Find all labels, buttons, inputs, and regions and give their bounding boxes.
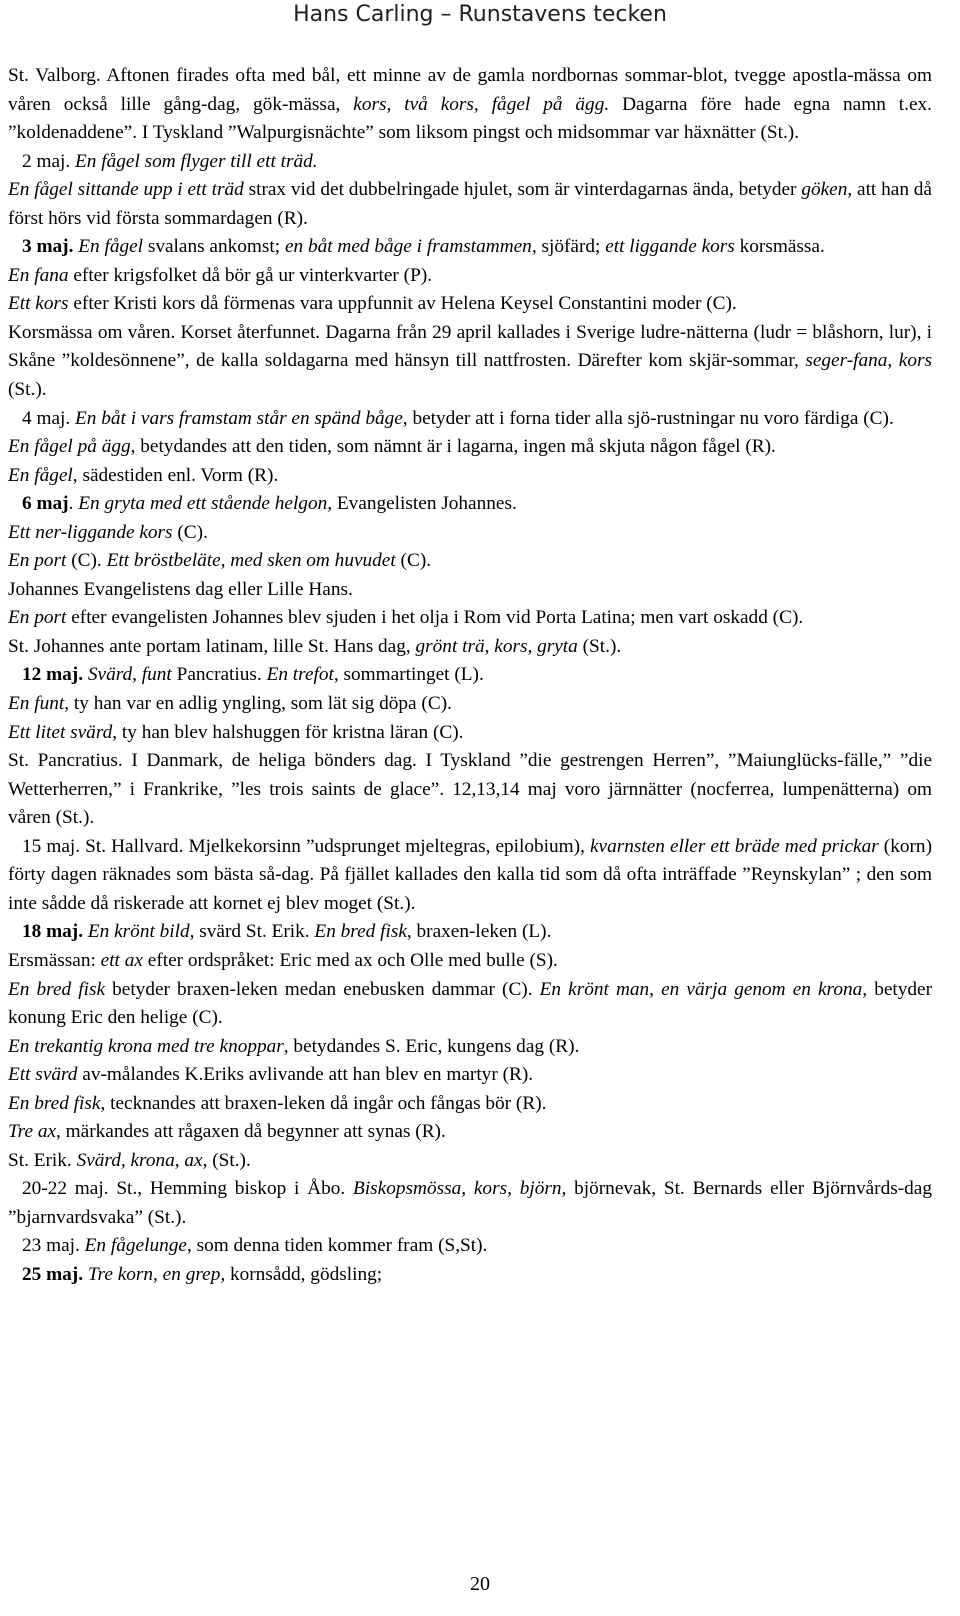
text-run: Johannes Evangelistens dag eller Lille Hans. (8, 578, 353, 600)
italic-text: grönt trä, kors, gryta (415, 635, 578, 657)
italic-text: En bred fisk (314, 921, 407, 943)
text-run: betyder braxen-leken medan enebusken dammar (C). (105, 978, 540, 1000)
paragraph (8, 1033, 932, 1062)
italic-text: Tre korn, en grep, (87, 1263, 226, 1285)
italic-text: En fågel som flyger till ett träd. (75, 150, 318, 172)
text-run: (St.). (8, 379, 47, 401)
italic-text: En fana (8, 264, 69, 286)
italic-text: En fågel (78, 236, 144, 258)
text-run: att han då först hörs vid första sommardagen (R). (8, 179, 932, 229)
text-run: , ty han var en adlig yngling, som lät sig döpa (C). (64, 693, 452, 715)
italic-text: Svärd, funt (87, 664, 172, 686)
text-run: , som denna tiden kommer fram (S,St). (186, 1235, 488, 1257)
paragraph (8, 604, 932, 633)
italic-text: En funt (8, 693, 65, 715)
paragraph (8, 976, 932, 1033)
text-run: svärd St. Erik. (194, 921, 315, 943)
italic-text: En port (8, 550, 67, 572)
text-run: St. Pancratius. I Danmark, de heliga bönders dag. I Tyskland ”die gestrengen Herren”, ”Maiunglücks-fälle,” ”die Wetterherren,” i Frankrike, ”les trois saints de glace”. 12,13,14 maj voro järnnätter (nocferrea, lumpenätterna) om våren (St.). (8, 750, 932, 829)
italic-text: göken, (801, 179, 853, 201)
bold-text: 3 maj. (22, 236, 74, 258)
body-text (8, 62, 932, 1290)
paragraph (8, 833, 932, 919)
paragraph (8, 433, 932, 462)
text-run: 4 maj. (22, 407, 76, 429)
text-run: , tecknandes att braxen-leken då ingår och fångas bör (R). (100, 1092, 547, 1114)
italic-text: En fågelunge (84, 1235, 187, 1257)
text-run: . (68, 493, 79, 515)
text-run: sommartinget (L). (338, 664, 484, 686)
paragraph (8, 1261, 932, 1290)
text-run: , betydandes S. Eric, kungens dag (R). (283, 1035, 580, 1057)
bold-text: 6 maj (22, 493, 69, 515)
paragraph (8, 1061, 932, 1090)
italic-text: Ett kors (8, 293, 69, 315)
text-run: 23 maj. (22, 1235, 85, 1257)
italic-text: Ett litet svärd (8, 721, 113, 743)
paragraph (8, 405, 932, 434)
paragraph (8, 690, 932, 719)
italic-text: Ett svärd (8, 1064, 78, 1086)
italic-text: En fågel på ägg (8, 436, 131, 458)
italic-text: kvarnsten eller ett bräde med prickar (589, 835, 879, 857)
paragraph (8, 633, 932, 662)
paragraph (8, 661, 932, 690)
paragraph (8, 1175, 932, 1232)
text-run: 2 maj. (22, 150, 76, 172)
italic-text: En trekantig krona med tre knoppar (8, 1035, 284, 1057)
text-run: efter Kristi kors då förmenas vara uppfunnit av Helena Keysel Constantini moder (C). (68, 293, 737, 315)
text-run: kornsådd, gödsling; (225, 1263, 383, 1285)
text-run: (C). (172, 521, 208, 543)
paragraph (8, 1232, 932, 1261)
page-number: 20 (470, 1573, 490, 1595)
paragraph (8, 462, 932, 491)
bold-text: 25 maj. (22, 1263, 84, 1285)
text-run: av-målandes K.Eriks avlivande att han blev en martyr (R). (77, 1064, 534, 1086)
italic-text: en båt med båge i framstammen, (284, 236, 537, 258)
italic-text: Biskopsmössa, kors, björn, (353, 1178, 567, 1200)
paragraph (8, 62, 932, 148)
text-run: 15 maj. St. Hallvard. Mjelkekorsinn ”udsprunget mjeltegras, epilobium), (22, 835, 590, 857)
text-run: , ty han blev halshuggen för kristna läran (C). (112, 721, 464, 743)
text-run: korsmässa. (734, 236, 825, 258)
paragraph (8, 290, 932, 319)
italic-text: ett ax (100, 949, 143, 971)
text-run: , sädestiden enl. Vorm (R). (72, 464, 279, 486)
text-run: sjöfärd; (536, 236, 606, 258)
italic-text: En fågel sittande upp i ett träd (8, 179, 244, 201)
text-run: efter ordspråket: Eric med ax och Olle med bulle (S). (142, 949, 558, 971)
italic-text: En båt i vars framstam står en spänd båge, (75, 407, 408, 429)
paragraph (8, 918, 932, 947)
text-run: Evangelisten Johannes. (332, 493, 517, 515)
text-run: efter krigsfolket då bör gå ur vinterkvarter (P). (68, 264, 433, 286)
italic-text: Ett bröstbeläte, med sken om huvudet (106, 550, 396, 572)
text-run: strax vid det dubbelringade hjulet, som är vinterdagarnas ända, betyder (243, 179, 802, 201)
text-run: Korsmässa om våren. Korset återfunnet. Dagarna från 29 april kallades i Sverige ludre-nätterna (ludr = blåshorn, lur), i Skåne ”koldesönnene”, de kalla soldagarna med hänsyn till nattfrosten. Därefter kom skjär-sommar, (8, 321, 932, 372)
italic-text: Ett ner-liggande kors (8, 521, 173, 543)
paragraph (8, 1090, 932, 1119)
paragraph (8, 319, 932, 405)
italic-text: Svärd, krona, ax (76, 1149, 203, 1171)
text-run: (C). (66, 550, 107, 572)
paragraph (8, 576, 932, 605)
italic-text: Tre ax (8, 1121, 57, 1143)
text-run: St. Erik. (8, 1149, 77, 1171)
text-run: , (St.). (202, 1149, 251, 1171)
text-run: Pancratius. (171, 664, 267, 686)
text-run: , märkandes att rågaxen då begynner att synas (R). (56, 1121, 446, 1143)
text-run: 20-22 maj. St., Hemming biskop i Åbo. (22, 1178, 354, 1200)
paragraph (8, 747, 932, 833)
text-run: betyder konung Eric den helige (C). (8, 978, 933, 1029)
text-run: svalans ankomst; (143, 236, 285, 258)
paragraph (8, 490, 932, 519)
text-run: (C). (395, 550, 432, 572)
paragraph (8, 262, 932, 291)
italic-text: ett liggande kors (605, 236, 735, 258)
italic-text: En krönt bild, (87, 921, 195, 943)
text-run: St. Johannes ante portam latinam, lille St. Hans dag, (8, 635, 416, 657)
paragraph (8, 233, 932, 262)
italic-text: En fågel (8, 464, 73, 486)
paragraph (8, 1147, 932, 1176)
text-run: efter evangelisten Johannes blev sjuden i het olja i Rom vid Porta Latina; men vart oskadd (C). (66, 607, 804, 629)
running-header: Hans Carling – Runstavens tecken (293, 2, 667, 27)
text-run: Ersmässan: (8, 949, 101, 971)
paragraph (8, 947, 932, 976)
paragraph (8, 1118, 932, 1147)
text-run: St. Valborg. Aftonen firades ofta med bål, ett minne av de gamla nordbornas sommar-blot, tvegge apostla-mässa om våren också lille gång-dag, gök-mässa, (8, 65, 932, 115)
paragraph (8, 176, 932, 233)
bold-text: 12 maj. (22, 664, 84, 686)
text-run: björnevak, St. Bernards eller Björnvårds-dag ”bjarnvardsvaka” (St.). (8, 1178, 932, 1228)
text-run: Dagarna före hade egna namn t.ex. ”koldenaddene”. I Tyskland ”Walpurgisnächte” som liksom pingst och midsommar var häxnätter (St.). (8, 93, 932, 144)
paragraph (8, 719, 932, 748)
italic-text: En bred fisk (8, 978, 106, 1000)
text-run: (korn) förty dagen räknades som bästa så-dag. På fjället kallades den kalla tid som då ofta inträffade ”Reynskylan” ; den som inte sådde då riskerade att kornet ej blev moget (St.). (8, 835, 932, 914)
italic-text: En port (8, 607, 67, 629)
text-run: (St.). (577, 635, 622, 657)
paragraph (8, 547, 932, 576)
italic-text: seger-fana, kors (805, 350, 932, 372)
italic-text: kors, två kors, fågel på ägg. (353, 93, 610, 115)
italic-text: En trefot, (266, 664, 339, 686)
text-run: betyder att i forna tider alla sjö-rustningar nu voro färdiga (C). (407, 407, 894, 429)
italic-text: En gryta med ett stående helgon, (78, 493, 333, 515)
paragraph (8, 519, 932, 548)
bold-text: 18 maj. (22, 921, 84, 943)
text-run: , betydandes att den tiden, som nämnt är i lagarna, ingen må skjuta någon fågel (R). (130, 436, 776, 458)
paragraph (8, 148, 932, 177)
italic-text: En krönt man, en värja genom en krona, (539, 978, 868, 1000)
text-run: , braxen-leken (L). (406, 921, 552, 943)
italic-text: En bred fisk (8, 1092, 101, 1114)
